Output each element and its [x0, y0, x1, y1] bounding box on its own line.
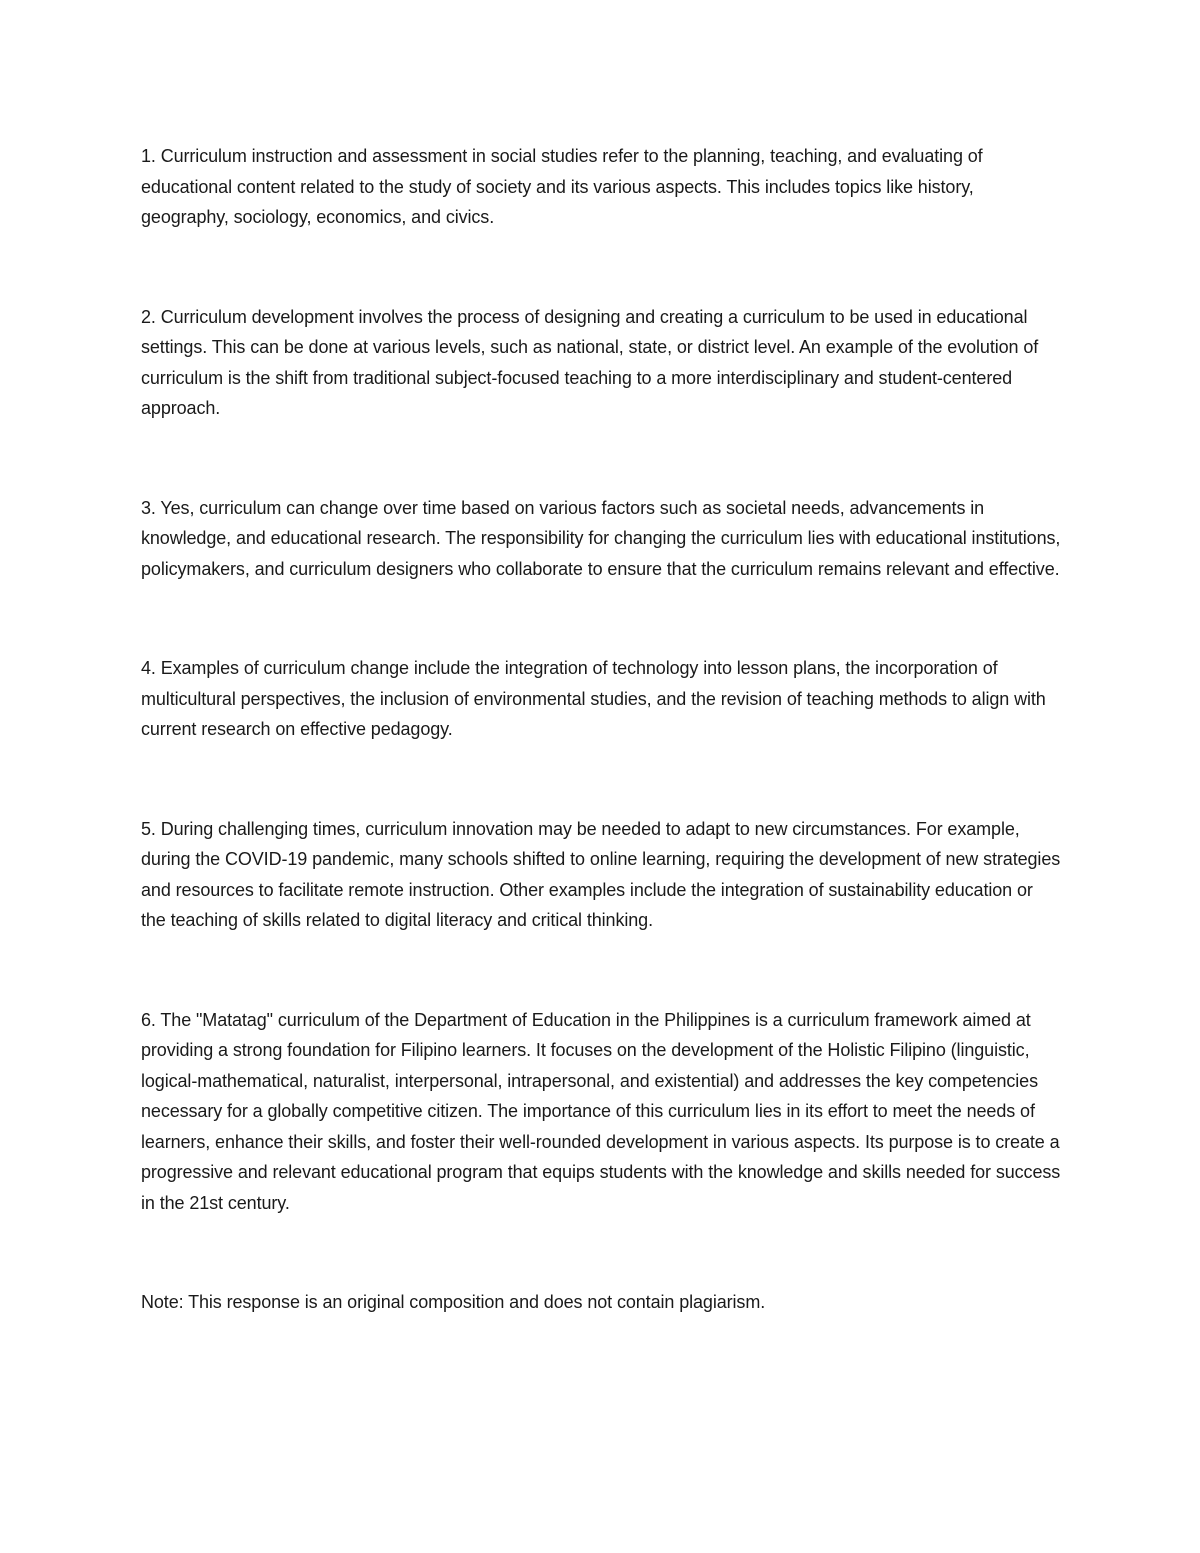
paragraph-4: 4. Examples of curriculum change include the integration of technology into lesson plans, the incorporation of multicultural perspectives, the inclusion of environmental studies, and the revision of teaching methods to align with current research on effective pedagogy.: [141, 658, 1046, 739]
paragraph-1: 1. Curriculum instruction and assessment in social studies refer to the planning, teaching, and evaluating of educational content related to the study of society and its various aspects. This includes topics like history, geography, sociology, economics, and civics.: [141, 146, 983, 227]
paragraph-2: 2. Curriculum development involves the process of designing and creating a curriculum to be used in educational settings. This can be done at various levels, such as national, state, or district level. An example of the evolution of curriculum is the shift from traditional subject-focused teaching to a more interdisciplinary and student-centered approach.: [141, 306, 1039, 418]
paragraph-5: 5. During challenging times, curriculum innovation may be needed to adapt to new circumstances. For example, during the COVID-19 pandemic, many schools shifted to online learning, requiring the development of new strategies and resources to facilitate remote instruction. Other examples include the integration of sustainability education or the teaching of skills related to digital literacy and critical thinking.: [141, 818, 1061, 930]
paragraph-3: 3. Yes, curriculum can change over time based on various factors such as societal needs, advancements in knowledge, and educational research. The responsibility for changing the curriculum lies with educational institutions, policymakers, and curriculum designers who collaborate to ensure that the curriculum remains relevant and effective.: [141, 497, 1061, 579]
document-body: [141, 141, 1061, 1318]
paragraph-6: 6. The "Matatag" curriculum of the Department of Education in the Philippines is a curriculum framework aimed at providing a strong foundation for Filipino learners. It focuses on the development of the Holistic Filipino (linguistic, logical-mathematical, naturalist, interpersonal, intrapersonal, and existential) and addresses the key competencies necessary for a globally competitive citizen. The importance of this curriculum lies in its effort to meet the needs of learners, enhance their skills, and foster their well-rounded development in various aspects. Its purpose is to create a progressive and relevant educational program that equips students with the knowledge and skills needed for success in the 21st century.: [141, 1009, 1061, 1213]
note-paragraph: Note: This response is an original composition and does not contain plagiarism.: [141, 1292, 766, 1312]
